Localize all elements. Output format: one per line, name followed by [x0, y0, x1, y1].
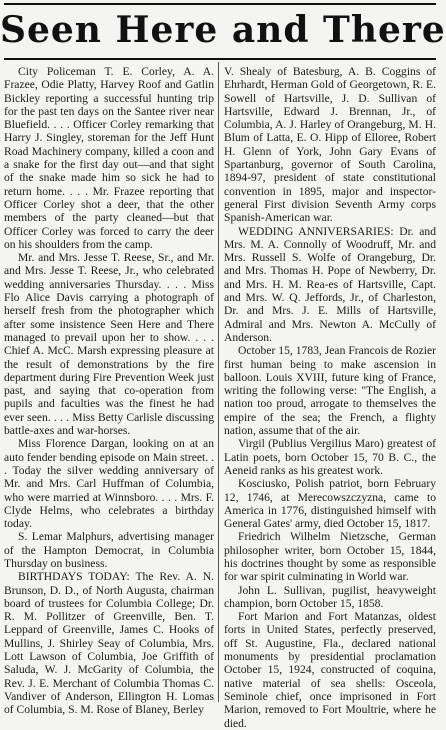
paragraph-malphurs: S. Lemar Malphurs, advertising manager of the Hampton Democrat, in Columbia Thursday on business.: [4, 530, 214, 570]
right-column: [224, 65, 436, 730]
paragraph-dargan: Miss Florence Dargan, looking on at an auto fender bending episode on Main street. . . Today the silver wedding anniversary of Mr. and Mrs. Carl Huffman of Columbia, who were married at Winnsboro. . . . Mrs. F. Clyde Helms, who celebrates a birthday today.: [4, 437, 214, 531]
paragraph-kosciusko: Kosciusko, Polish patriot, born February 12, 1746, at Merecowszczyzna, came to America in 1776, distinguished himself with General Gates' army, died October 15, 1817.: [224, 477, 436, 531]
paragraph-reese-anniversaries: Mr. and Mrs. Jesse T. Reese, Sr., and Mr. and Mrs. Jesse T. Reese, Jr., who celebrated wedding anniversaries Thursday. . . . Miss Flo Alice Davis carrying a photograph of herself fresh from the photographer which after some insistence Seen Here and There managed to prevail upon her to show. . . . Chief A. McC. Marsh expressing pleasure at the result of demonstrations by the fire department during Fire Prevention Week just past, and saying that co-operation from pupils and faculties was the finest he had ever seen. . . . Miss Betty Carlisle discussing battle-axes and war-horses.: [4, 251, 214, 438]
paragraph-nietzsche: Friedrich Wilhelm Nietzsche, German philosopher writer, born October 15, 1844, his doctrines thought by some as responsible for war spirit culminating in World war.: [224, 530, 436, 584]
paragraph-forts: Fort Marion and Fort Matanzas, oldest forts in United States, perfectly preserved, off St. Augustine, Fla., declared national monuments by presidential proclamation October 15, 1924, constructed of coquina, native material of sea shells: Osceola, Seminole chief, once imprisoned in Fort Marion, removed to Fort Moultrie, where he died.: [224, 610, 436, 730]
paragraph-virgil: Virgil (Publius Vergilius Maro) greatest of Latin poets, born October 15, 70 B. C., the Aeneid ranks as his greatest work.: [224, 437, 436, 477]
headline: Seen Here and There: [0, 9, 446, 51]
paragraph-balloon: October 15, 1783, Jean Francois de Rozier first human being to make ascension in balloon. Louis XVIII, future king of France, writing the following verse: "The English, a nation too proud, arrogate to themselves the empire of the sea; the French, a flighty nation, assume that of the air.: [224, 344, 436, 438]
paragraph-wedding-anniversaries: WEDDING ANNIVERSARIES: Dr. and Mrs. M. A. Connolly of Woodruff, Mr. and Mrs. Russell S. Wolfe of Orangeburg, Dr. and Mrs. Thomas H. Pope of Newberry, Dr. and Mrs. H. M. Rea-es of Hartsville, Capt. and Mrs. W. Q. Jeffords, Jr., of Charleston, Dr. and Mrs. J. E. Mills of Hartsville, Admiral and Mrs. Newton A. McCully of Anderson.: [224, 224, 436, 344]
paragraph-sullivan: John L. Sullivan, pugilist, heavyweight champion, born October 15, 1858.: [224, 583, 436, 610]
paragraph-birthdays-continued: V. Shealy of Batesburg, A. B. Coggins of Ehrhardt, Herman Gold of Georgetown, R. E. Sowell of Hartsville, J. D. Sullivan of Hartsville, Edward J. Brennan, Jr., of Columbia, A. J. Harley of Orangeburg, M. H. Blum of Latta, E. O. Hipp of Elloree, Robert H. Glenn of York, John Gary Evans of Spartanburg, governor of South Carolina, 1894-97, president of state constitutional convention in 1895, major and inspector-general First division Seventh Army corps Spanish-American war.: [224, 65, 436, 225]
left-column: [4, 65, 214, 717]
paragraph-birthdays: BIRTHDAYS TODAY: The Rev. A. N. Brunson, D. D., of North Augusta, chairman board of trustees for Columbia College; Dr. R. M. Pollitzer of Greenville, Ben. T. Leppard of Greenville, James C. Hooks of Mullins, J. Shirley Seay of Columbia, Mrs. Lott Lawson of Columbia, Joe Griffith of Saluda, W. J. McGarity of Columbia, the Rev. J. E. Merchant of Columbia Thomas C. Vandiver of Anderson, Ellington H. Lomas of Columbia, S. M. Rose of Blaney, Berley: [4, 570, 214, 717]
column-divider: [218, 62, 219, 702]
headline-rule: [4, 58, 436, 60]
paragraph-hunting-trip: City Policeman T. E. Corley, A. A. Frazee, Odie Platty, Harvey Roof and Gatlin Bickley reporting a successful hunting trip for the past ten days on the Santee river near Bluefield. . . . Officer Corley remarking that Harry J. Singley, storeman for the Jeff Hunt Road Machinery company, killed a coon and a snake for the first day out—and that sight of the snake made him so sick he had to return home. . . . Mr. Frazee reporting that Officer Corley shot a deer, that the other members of the party cleaned—but that Officer Corley was forced to carry the deer on his shoulders from the camp.: [4, 65, 214, 251]
